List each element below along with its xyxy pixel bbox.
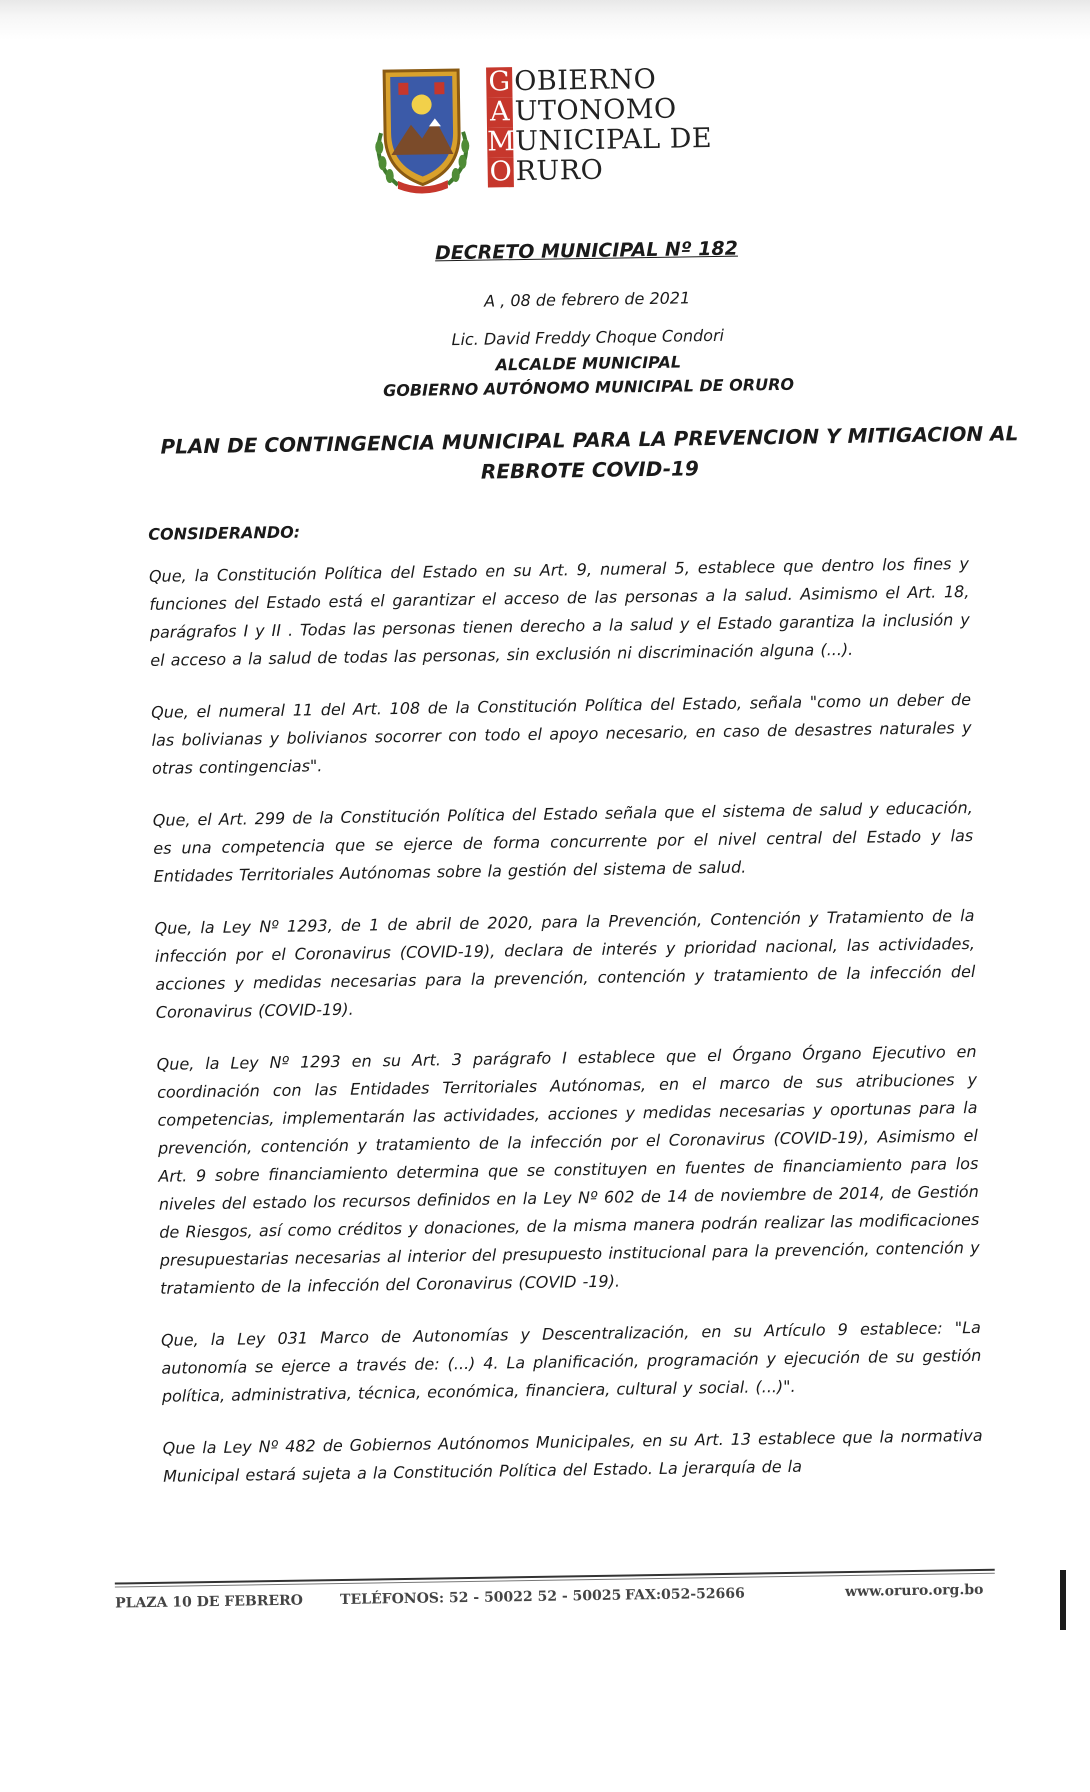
wordmark-initial: A <box>487 97 513 127</box>
document-body <box>149 550 984 1515</box>
municipal-crest-icon <box>366 62 478 196</box>
section-heading: CONSIDERANDO: <box>148 522 301 544</box>
footer-divider <box>115 1569 995 1585</box>
footer-phones: TELÉFONOS: 52 - 50022 52 - 50025 <box>339 1587 622 1609</box>
decree-dateline: A , 08 de febrero de 2021 <box>484 288 691 311</box>
wordmark-line <box>487 94 712 128</box>
considerando-paragraph: Que, el numeral 11 del Art. 108 de la Constitución Política del Estado, señala "como un deber de las bolivianas y bolivianos socorrer con todo el apoyo necesario, en caso de desastres naturales y otras contingencias". <box>150 689 972 778</box>
wordmark-rest: RURO <box>515 154 604 188</box>
footer <box>115 1582 995 1620</box>
considerando-paragraph: Que la Ley Nº 482 de Gobiernos Autónomos Municipales, en su Art. 13 establece que la normativa Municipal estará sujeta a la Constitución Política del Estado. La jerarquía de la <box>162 1425 983 1486</box>
wordmark-line <box>487 154 712 188</box>
issuing-office: GOBIERNO AUTÓNOMO MUNICIPAL DE ORURO <box>382 374 795 401</box>
scan-edge-mark <box>1060 1570 1066 1630</box>
letterhead <box>366 57 788 204</box>
wordmark-rest: UNICIPAL DE <box>514 122 713 158</box>
wordmark-initial: G <box>486 67 512 97</box>
wordmark-rest: OBIERNO <box>514 63 657 98</box>
wordmark-initial: O <box>489 156 512 188</box>
decree-title: DECRETO MUNICIPAL Nº 182 <box>434 237 739 265</box>
footer-address: PLAZA 10 DE FEBRERO <box>115 1592 304 1612</box>
considerando-paragraph: Que, la Ley Nº 1293 en su Art. 3 parágrafo I establece que el Órgano Órgano Ejecutivo en coordinación con las Entidades Territoriales Autónomas, en el marco de sus atribuciones y competencias, implementarán las actividades, acciones y medidas necesarias y oportunas para la prevención, contención y tratamiento de la infección por el Coronavirus (COVID-19), Asimismo el Art. 9 sobre financiamiento determina que se constituyen en fuentes de financiamiento para los niveles del estado los recursos definidos en la Ley Nº 602 de 14 de noviembre de 2014, de Gestión de Riesgos, así como créditos y donaciones, de la misma manera podrán realizar las modificaciones presupuestarias necesarias al interior del presupuesto institucional para la prevención, contención y tratamiento de la infección del Coronavirus (COVID -19). <box>156 1041 980 1298</box>
wordmark-initial: M <box>486 126 516 158</box>
considerando-paragraph: Que, el Art. 299 de la Constitución Política del Estado señala que el sistema de salud y educación, es una competencia que se ejerce de forma concurrente por el nivel central del Estado y las Entidades Territoriales Autónomas sobre la gestión del sistema de salud. <box>152 797 974 886</box>
footer-website: www.oruro.org.bo <box>844 1581 984 1601</box>
official-role: ALCALDE MUNICIPAL <box>495 352 682 375</box>
wordmark-line <box>486 64 711 98</box>
considerando-paragraph: Que, la Ley Nº 1293, de 1 de abril de 2020, para la Prevención, Contención y Tratamiento de la infección por el Coronavirus (COVID-19), declara de interés y prioridad nacional, las actividades, acciones y medidas necesarias para la prevención, contención y tratamiento de la infección del Coronavirus (COVID-19). <box>154 905 976 1022</box>
plan-title: PLAN DE CONTINGENCIA MUNICIPAL PARA LA PREVENCION Y MITIGACION AL REBROTE COVID-19 <box>160 421 1019 484</box>
considerando-paragraph: Que, la Ley 031 Marco de Autonomías y Descentralización, en su Artículo 9 establece: "La autonomía se ejerce a través de: (...) 4. La planificación, programación y ejecución de su gestión política, administrativa, técnica, económica, financiera, cultural y social. (...)". <box>160 1317 982 1406</box>
municipality-wordmark <box>486 64 713 188</box>
document-page <box>90 0 1090 1688</box>
wordmark-line <box>487 124 712 158</box>
official-name: Lic. David Freddy Choque Condori <box>451 325 725 350</box>
wordmark-rest: UTONOMO <box>514 93 677 128</box>
considerando-paragraph: Que, la Constitución Política del Estado en su Art. 9, numeral 5, establece que dentro los fines y funciones del Estado está el garantizar el acceso de las personas a la salud. Asimismo el Art. 18, parágrafos I y II . Todas las personas tienen derecho a la salud y el Estado garantiza la inclusión y el acceso a la salud de todas las personas, sin exclusión ni discriminación alguna (...). <box>148 554 970 670</box>
footer-fax: FAX:052-52666 <box>624 1585 745 1604</box>
